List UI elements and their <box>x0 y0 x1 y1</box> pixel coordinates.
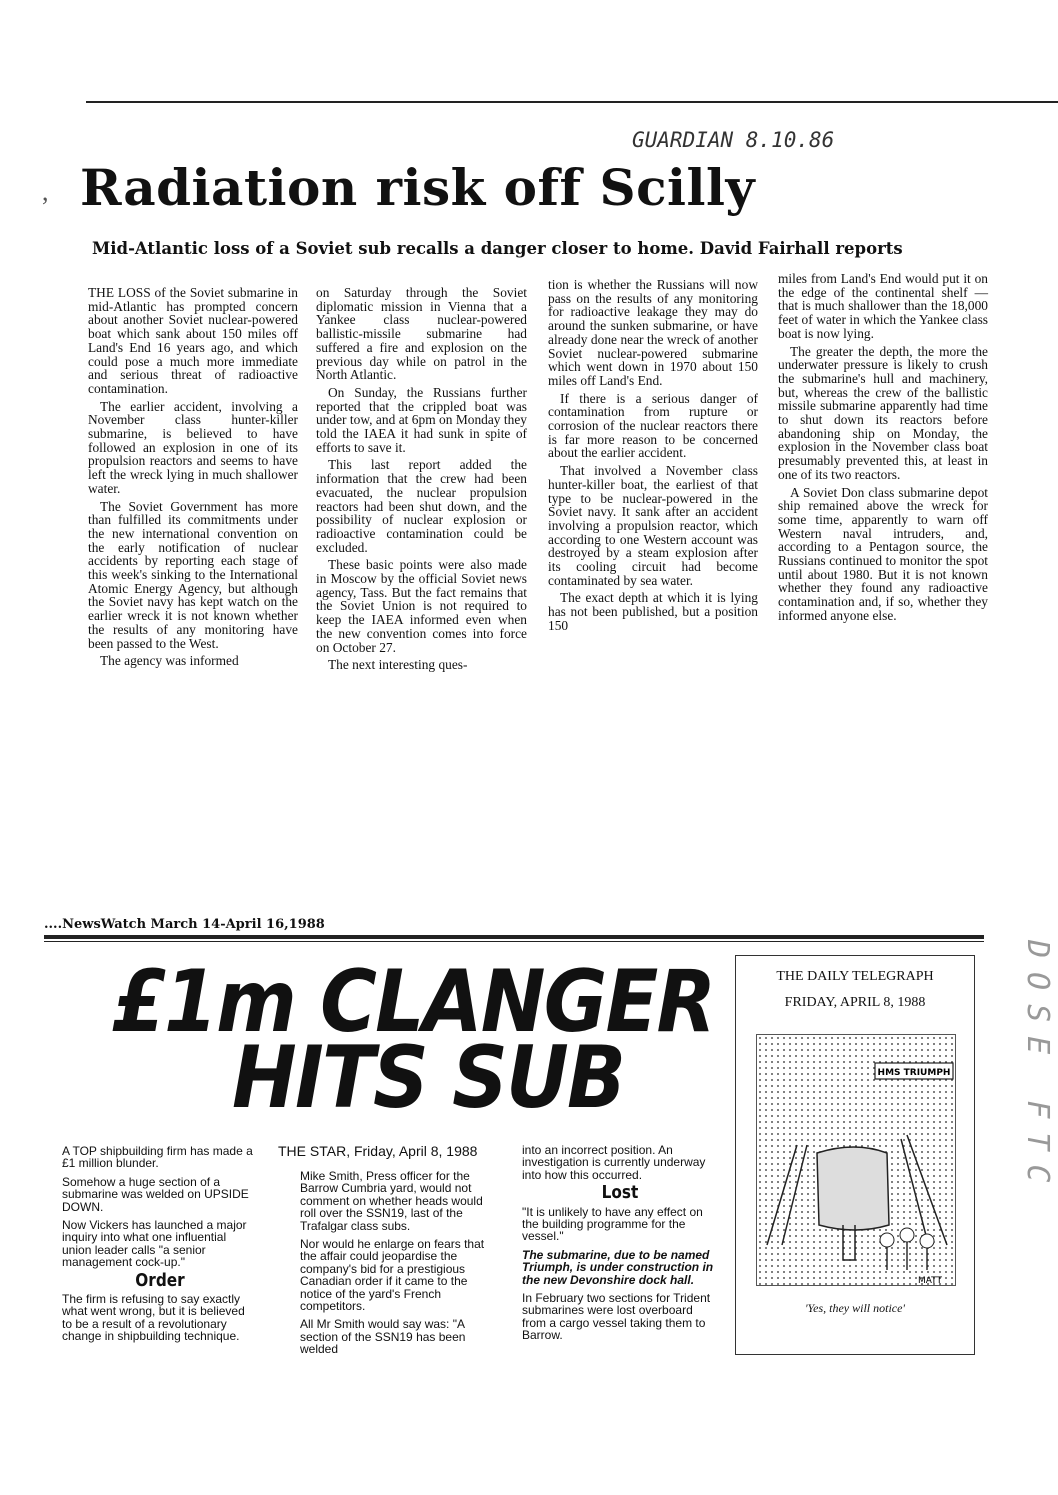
paragraph: The exact depth at which it is lying has not been published, but a position 150 <box>548 590 758 633</box>
paragraph: Somehow a huge section of a submarine was welded on UPSIDE DOWN. <box>62 1174 249 1214</box>
paragraph: "It is unlikely to have any effect on the building programme for the vessel." <box>522 1204 703 1244</box>
cartoon-sign-text: HMS TRIUMPH <box>877 1068 951 1078</box>
paragraph: The Soviet Government has more than fulfilled its commitments under the new international convention on the early notification of nuclear accidents by reporting each stage of this week's sinking to the International Atomic Energy Agency, but although the Soviet navy has kept watch on the earlier wreck it is not known whether the results of any monitoring have been passed to the West. <box>88 498 298 651</box>
paragraph: The greater the depth, the more the underwater pressure is likely to crush the submarine's hull and machinery, but, whereas the crew of the ballistic missile submarine apparently had time to shut down its reactors before abandoning ship on Monday, the explosion in the November class boat presumably prevented this, at least in one of its two reactors. <box>778 343 988 482</box>
cartoon-artist: MATT <box>917 1276 942 1285</box>
paragraph: The earlier accident, involving a November class hunter-killer submarine, is believed to have followed an explosion in one of its propulsion reactors and seems to have left the wreck lying in much shallower water. <box>88 398 298 496</box>
cartoon-caption: 'Yes, they will notice' <box>804 1301 905 1315</box>
telegraph-cartoon-box <box>735 955 975 1355</box>
paragraph: The agency was informed <box>100 653 239 669</box>
top-rule <box>86 101 1058 103</box>
guardian-subheadline: Mid-Atlantic loss of a Soviet sub recalls a danger closer to home. David Fairhall reports <box>92 239 903 258</box>
guardian-column-1 <box>88 286 298 672</box>
paragraph: These basic points were also made in Moscow by the official Soviet news agency, Tass. But the fact remains that the Soviet Union is not required to keep the IAEA informed even when the new convention comes into force on October 27. <box>316 557 527 655</box>
paragraph: On Sunday, the Russians further reported that the crippled boat was under tow, and at 6pm on Monday they told the IAEA it had sunk in spite of efforts to save it. <box>316 384 527 455</box>
paragraph: A TOP shipbuilding firm has made a £1 million blunder. <box>62 1144 253 1171</box>
submarine-section <box>817 1147 889 1230</box>
paragraph: If there is a serious danger of contamination from rupture or corrosion of the nuclear reactors there is far more reason to be concerned about the earlier accident. <box>548 390 758 461</box>
paragraph: The submarine, due to be named Triumph, is under construction in the new Devonshire dock hall. <box>522 1247 714 1287</box>
paragraph: THE LOSS of the Soviet submarine in mid-Atlantic has prompted concern about another Soviet nuclear-powered boat which sank about 150 miles off Land's End 16 years ago, and which could pose a much more immediate and serious threat of radioactive contamination. <box>88 285 298 396</box>
guardian-column-2 <box>316 286 527 676</box>
guardian-column-4 <box>778 272 988 627</box>
telegraph-title: THE DAILY TELEGRAPH <box>776 969 934 984</box>
newswatch-header: ....NewsWatch March 14-April 16,1988 <box>44 917 325 932</box>
paragraph: A Soviet Don class submarine depot ship remained above the wreck for some time, apparently to warn off Western naval intruders, and, according to a Pentagon source, the Russians continued to monitor the spot until about 1980. But it is not known whether they found any radioactive contamination and, if so, whether they informed anyone else. <box>778 484 988 623</box>
paragraph: miles from Land's End would put it on the edge of the continental shelf — that is much shallower than the 18,000 feet of water in which the Yankee class boat is now lying. <box>778 271 988 341</box>
paragraph: tion is whether the Russians will now pass on the results of any monitoring for radioactive leakage they may do around the sunken submarine, or have already done near the wreck of another Soviet nuclear-powered submarine which went down in 1970 about 150 miles off Land's End. <box>548 277 758 388</box>
paragraph: In February two sections for Trident submarines were lost overboard from a cargo vessel taking them to Barrow. <box>522 1291 711 1343</box>
star-column-3 <box>522 1144 718 1348</box>
paragraph: into an incorrect position. An investigation is currently underway into how this occurred. <box>522 1143 706 1182</box>
header-rule <box>44 935 984 939</box>
paragraph: The firm is refusing to say exactly what went wrong, but it is believed to be a result of a revolutionary change in shipbuilding technique. <box>62 1292 245 1344</box>
subhead-order: Order <box>135 1269 185 1291</box>
clanger-headline-line1: £1m CLANGER <box>112 952 715 1052</box>
paragraph: Nor would he enlarge on fears that the affair could jeopardise the company's bid for a prestigious Canadian order if it came to the notice of the yard's French competitors. <box>300 1237 485 1314</box>
header-rule-thin <box>44 941 984 942</box>
paragraph: The next interesting ques- <box>328 657 468 673</box>
guardian-column-3 <box>548 278 758 637</box>
paragraph: on Saturday through the Soviet diplomatic mission in Vienna that a Yankee class nuclear-powered ballistic-missile submarine had suffered a fire and explosion on the previous day while on patrol in the North Atlantic. <box>316 285 527 383</box>
telegraph-date: FRIDAY, APRIL 8, 1988 <box>784 995 926 1010</box>
star-column-1 <box>62 1145 258 1349</box>
comma-mark-icon: , <box>42 177 49 206</box>
paragraph: That involved a November class hunter-killer boat, the earliest of that type to be nuclear-powered in the Soviet navy. It sank after an accident involving a propulsion reactor, which according to one Western account was destroyed by a steam explosion after its cooling circuit had become contaminated by sea water. <box>548 463 758 588</box>
guardian-headline: Radiation risk off Scilly <box>80 158 756 217</box>
paragraph: This last report added the information that the crew had been evacuated, the nuclear propulsion reactors had been shut down, and the possibility of nuclear explosion or radioactive contamination could be excluded. <box>316 457 527 555</box>
paragraph: All Mr Smith would say was: "A section of the SSN19 has been welded <box>300 1317 466 1357</box>
star-source: THE STAR, Friday, April 8, 1988 <box>278 1143 478 1159</box>
paragraph: Now Vickers has launched a major inquiry into what one influential union leader calls "a senior management cock-up." <box>62 1218 247 1270</box>
subhead-lost: Lost <box>601 1182 639 1204</box>
paragraph: Mike Smith, Press officer for the Barrow Cumbria yard, would not comment on whether heads would roll over the SSN19, last of the Trafalgar class subs. <box>300 1169 483 1233</box>
clanger-headline-line2: HITS SUB <box>232 1028 625 1128</box>
cartoon-image <box>756 1034 956 1286</box>
margin-annotation: DOSE FTC <box>1020 940 1055 1197</box>
star-column-2 <box>300 1170 496 1362</box>
cartoon-drawing <box>757 1035 955 1285</box>
handwritten-annotation: GUARDIAN 8.10.86 <box>632 128 835 152</box>
